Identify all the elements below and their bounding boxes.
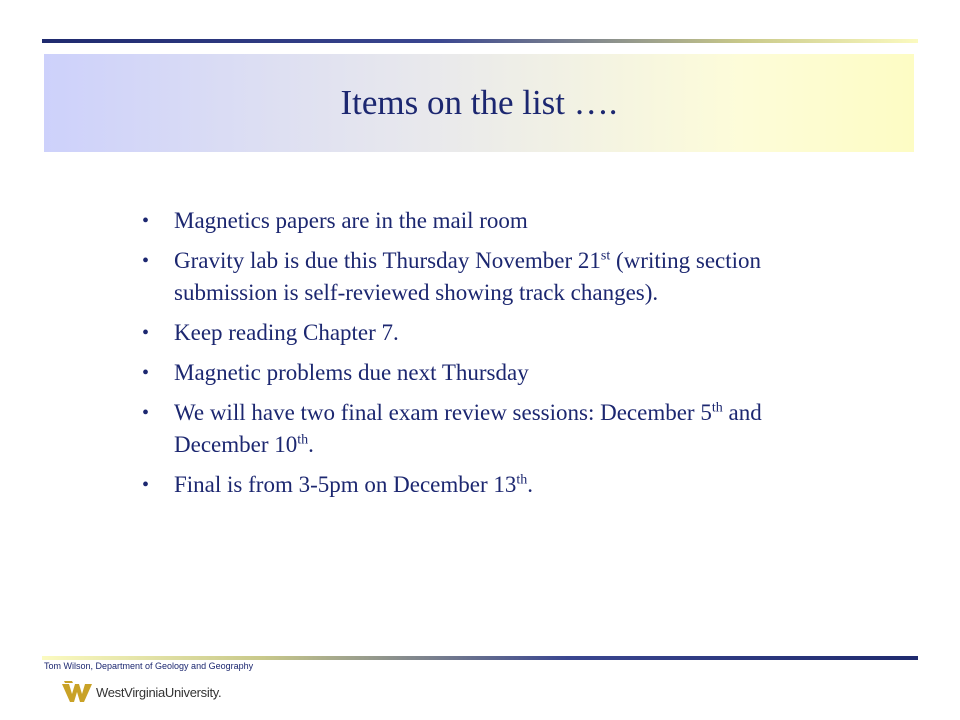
bullet-text-tail: (writing section submission is self-reviewed showing track changes). bbox=[174, 248, 762, 305]
list-item bbox=[130, 317, 830, 349]
bullet-icon: • bbox=[142, 402, 150, 424]
list-item bbox=[130, 357, 830, 389]
bullet-icon: • bbox=[142, 322, 150, 344]
bullet-superscript: th bbox=[711, 400, 723, 416]
bullet-text: Keep reading Chapter 7. bbox=[174, 320, 399, 345]
footer-credit: Tom Wilson, Department of Geology and Geography bbox=[44, 661, 254, 671]
bullet-icon: • bbox=[142, 474, 150, 496]
bullet-superscript: th bbox=[516, 472, 528, 488]
top-divider bbox=[42, 39, 918, 43]
bullet-text-tail: . bbox=[527, 472, 534, 497]
bullet-text: Gravity lab is due this Thursday November 21 bbox=[174, 248, 601, 273]
list-item bbox=[130, 205, 830, 237]
bullet-icon: • bbox=[142, 210, 150, 232]
title-band bbox=[44, 54, 914, 152]
bullet-superscript: th bbox=[297, 432, 309, 448]
wvu-logo-text: WestVirginiaUniversity. bbox=[96, 684, 222, 700]
bullet-text: Magnetics papers are in the mail room bbox=[174, 208, 528, 233]
list-item bbox=[130, 245, 830, 309]
list-item bbox=[130, 469, 830, 501]
bottom-divider bbox=[42, 656, 918, 660]
bullet-superscript: st bbox=[600, 248, 611, 264]
bullet-text-tail: . bbox=[308, 432, 314, 457]
bullet-list bbox=[130, 205, 830, 509]
list-item bbox=[130, 397, 830, 461]
bullet-text: Magnetic problems due next Thursday bbox=[174, 360, 529, 385]
bullet-icon: • bbox=[142, 250, 150, 272]
bullet-icon: • bbox=[142, 362, 150, 384]
wvu-flying-wv-icon bbox=[62, 681, 92, 703]
slide-title: Items on the list …. bbox=[340, 83, 618, 122]
bullet-text: Final is from 3-5pm on December 13 bbox=[174, 472, 517, 497]
wvu-logo bbox=[62, 679, 221, 705]
bullet-text: We will have two final exam review sessions: December 5 bbox=[174, 400, 712, 425]
bullet-text-continued: and December 10 bbox=[174, 400, 762, 457]
